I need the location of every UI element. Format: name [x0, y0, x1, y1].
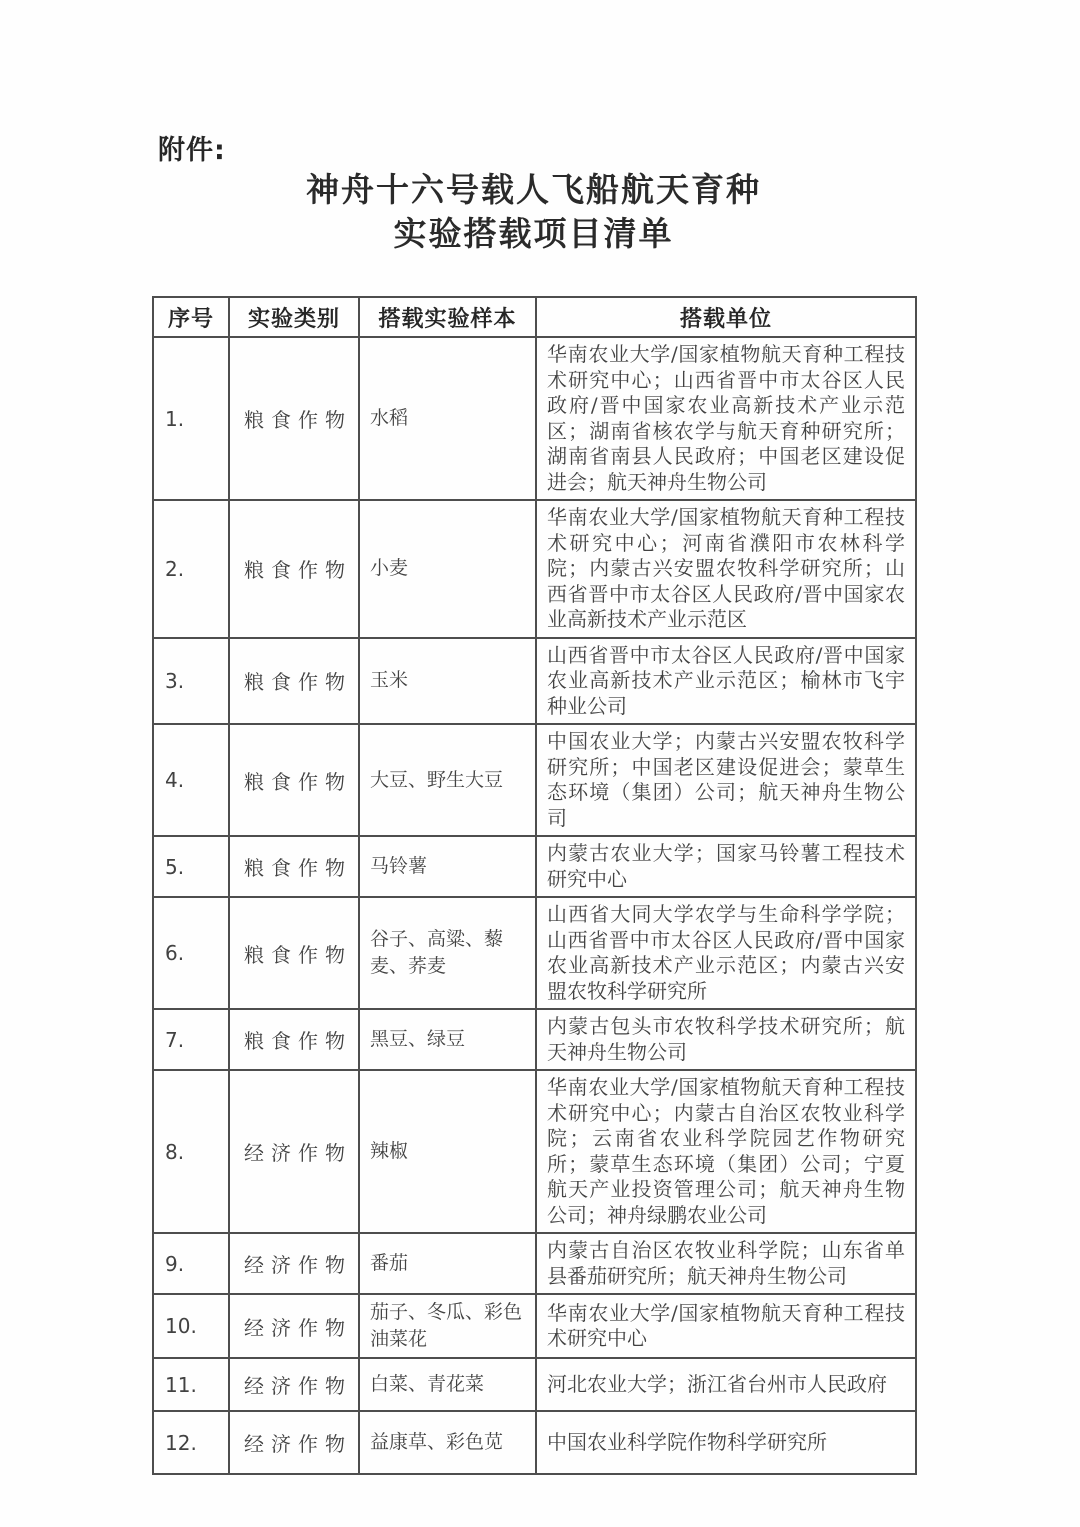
- column-header-units: 搭载单位: [536, 297, 916, 337]
- document-title-line1: 神舟十六号载人飞船航天育种: [306, 170, 761, 209]
- cell-no: 1.: [153, 337, 229, 500]
- cell-sample: 茄子、冬瓜、彩色油菜花: [359, 1294, 536, 1358]
- cell-sample: 水稻: [359, 337, 536, 500]
- cell-category: 经济作物: [229, 1294, 359, 1358]
- table-row: [153, 836, 916, 897]
- table-header-row: [153, 297, 916, 337]
- cell-units: 华南农业大学/国家植物航天育种工程技术研究中心；内蒙古自治区农牧业科学院；云南省农业科学院园艺作物研究所；蒙草生态环境（集团）公司；宁夏航天产业投资管理公司；航天神舟生物公司；神舟绿鹏农业公司: [536, 1070, 916, 1233]
- table-row: [153, 500, 916, 638]
- cell-units: 内蒙古农业大学；国家马铃薯工程技术研究中心: [536, 836, 916, 897]
- cell-units: 华南农业大学/国家植物航天育种工程技术研究中心；河南省濮阳市农林科学院；内蒙古兴安盟农牧科学研究所；山西省晋中市太谷区人民政府/晋中国家农业高新技术产业示范区: [536, 500, 916, 638]
- cell-sample: 辣椒: [359, 1070, 536, 1233]
- projects-table-container: [152, 296, 915, 1475]
- cell-units: 山西省大同大学农学与生命科学学院；山西省晋中市太谷区人民政府/晋中国家农业高新技术产业示范区；内蒙古兴安盟农牧科学研究所: [536, 897, 916, 1009]
- cell-no: 4.: [153, 724, 229, 836]
- cell-no: 11.: [153, 1358, 229, 1411]
- table-row: [153, 638, 916, 725]
- column-header-category: 实验类别: [229, 297, 359, 337]
- cell-category: 粮食作物: [229, 724, 359, 836]
- table-row: [153, 897, 916, 1009]
- cell-category: 粮食作物: [229, 337, 359, 500]
- cell-sample: 益康草、彩色苋: [359, 1411, 536, 1474]
- cell-no: 7.: [153, 1009, 229, 1070]
- cell-no: 12.: [153, 1411, 229, 1474]
- cell-no: 9.: [153, 1233, 229, 1294]
- cell-no: 6.: [153, 897, 229, 1009]
- cell-no: 10.: [153, 1294, 229, 1358]
- cell-no: 8.: [153, 1070, 229, 1233]
- cell-sample: 大豆、野生大豆: [359, 724, 536, 836]
- table-row: [153, 1009, 916, 1070]
- cell-units: 中国农业科学院作物科学研究所: [536, 1411, 916, 1474]
- column-header-sample: 搭载实验样本: [359, 297, 536, 337]
- cell-units: 华南农业大学/国家植物航天育种工程技术研究中心: [536, 1294, 916, 1358]
- table-row: [153, 1411, 916, 1474]
- cell-category: 粮食作物: [229, 1009, 359, 1070]
- table-row: [153, 1070, 916, 1233]
- table-row: [153, 1233, 916, 1294]
- cell-units: 山西省晋中市太谷区人民政府/晋中国家农业高新技术产业示范区；榆林市飞宇种业公司: [536, 638, 916, 725]
- document-title: [152, 168, 915, 256]
- table-row: [153, 1358, 916, 1411]
- cell-sample: 玉米: [359, 638, 536, 725]
- cell-sample: 番茄: [359, 1233, 536, 1294]
- projects-table: [152, 296, 917, 1475]
- cell-category: 粮食作物: [229, 836, 359, 897]
- table-row: [153, 724, 916, 836]
- table-row: [153, 1294, 916, 1358]
- cell-no: 5.: [153, 836, 229, 897]
- cell-category: 经济作物: [229, 1070, 359, 1233]
- cell-units: 河北农业大学；浙江省台州市人民政府: [536, 1358, 916, 1411]
- cell-sample: 黑豆、绿豆: [359, 1009, 536, 1070]
- cell-category: 粮食作物: [229, 500, 359, 638]
- cell-sample: 马铃薯: [359, 836, 536, 897]
- cell-sample: 白菜、青花菜: [359, 1358, 536, 1411]
- attachment-label: 附件:: [158, 135, 226, 166]
- cell-units: 内蒙古包头市农牧科学技术研究所；航天神舟生物公司: [536, 1009, 916, 1070]
- cell-category: 经济作物: [229, 1233, 359, 1294]
- cell-no: 2.: [153, 500, 229, 638]
- column-header-no: 序号: [153, 297, 229, 337]
- cell-sample: 谷子、高粱、藜麦、荞麦: [359, 897, 536, 1009]
- cell-sample: 小麦: [359, 500, 536, 638]
- cell-units: 华南农业大学/国家植物航天育种工程技术研究中心；山西省晋中市太谷区人民政府/晋中国家农业高新技术产业示范区；湖南省核农学与航天育种研究所；湖南省南县人民政府；中国老区建设促进会；航天神舟生物公司: [536, 337, 916, 500]
- cell-units: 内蒙古自治区农牧业科学院；山东省单县番茄研究所；航天神舟生物公司: [536, 1233, 916, 1294]
- cell-category: 经济作物: [229, 1411, 359, 1474]
- table-row: [153, 337, 916, 500]
- table-body: [153, 337, 916, 1474]
- cell-category: 经济作物: [229, 1358, 359, 1411]
- cell-category: 粮食作物: [229, 638, 359, 725]
- cell-category: 粮食作物: [229, 897, 359, 1009]
- cell-units: 中国农业大学；内蒙古兴安盟农牧科学研究所；中国老区建设促进会；蒙草生态环境（集团）公司；航天神舟生物公司: [536, 724, 916, 836]
- cell-no: 3.: [153, 638, 229, 725]
- document-title-line2: 实验搭载项目清单: [393, 214, 674, 253]
